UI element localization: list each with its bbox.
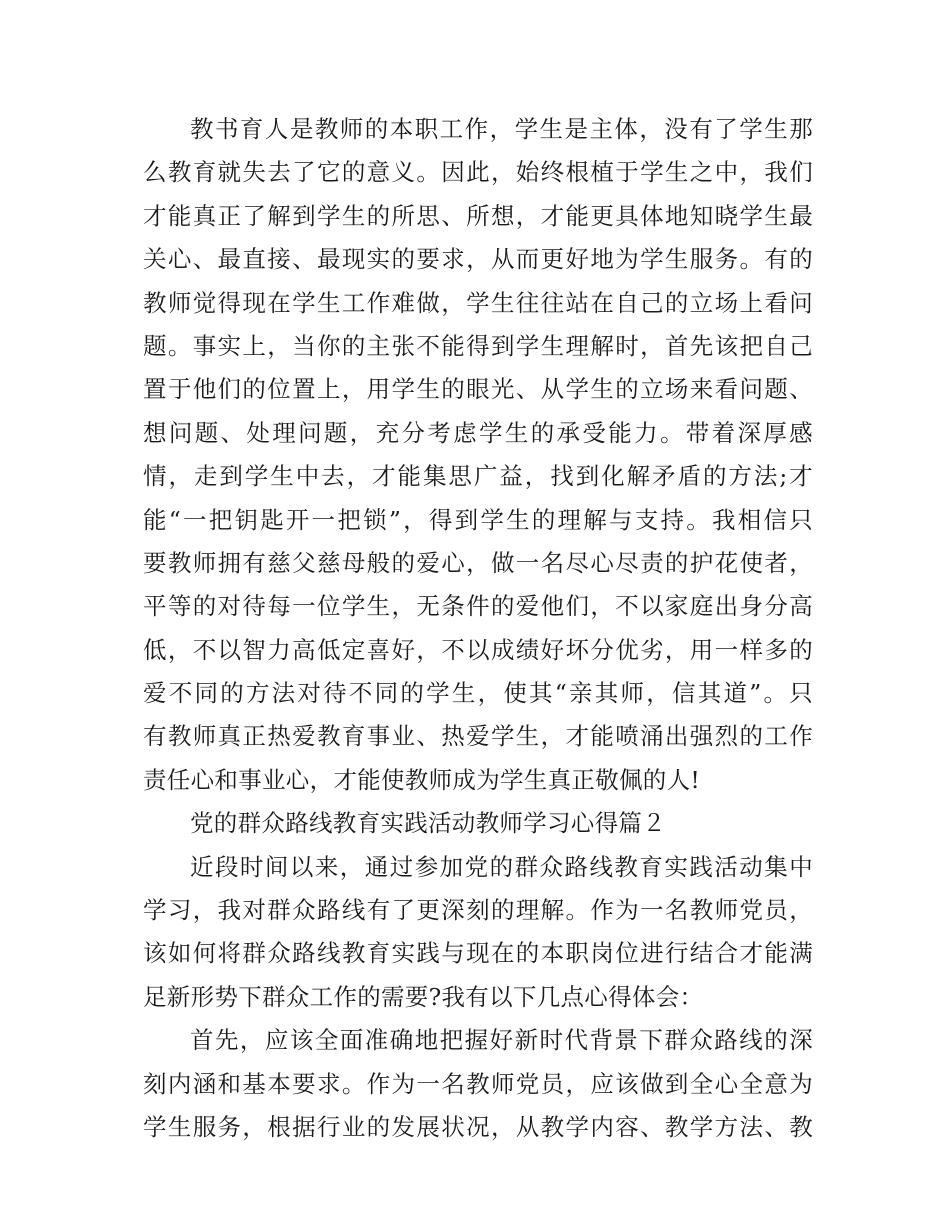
text-line: 能“一把钥匙开一把锁”，得到学生的理解与支持。我相信只	[143, 505, 813, 534]
text-line: 近段时间以来，通过参加党的群众路线教育实践活动集中	[190, 852, 813, 881]
text-line: 教书育人是教师的本职工作，学生是主体，没有了学生那	[190, 115, 813, 143]
text-line: 情，走到学生中去，才能集思广益，找到化解矛盾的方法;才	[143, 462, 813, 491]
text-line: 低，不以智力高低定喜好，不以成绩好坏分优劣，用一样多的	[143, 635, 813, 664]
text-line: 学习，我对群众路线有了更深刻的理解。作为一名教师党员，	[143, 896, 813, 925]
text-line: 足新形势下群众工作的需要?我有以下几点心得体会：	[143, 982, 704, 1011]
section-heading	[143, 802, 813, 845]
text-line: 该如何将群众路线教育实践与现在的本职岗位进行结合才能满	[143, 939, 813, 968]
text-line: 爱不同的方法对待不同的学生，使其“亲其师，信其道”。只	[143, 679, 813, 708]
text-line: 关心、最直接、最现实的要求，从而更好地为学生服务。有的	[143, 245, 813, 274]
text-line: 要教师拥有慈父慈母般的爱心，做一名尽心尽责的护花使者，	[143, 548, 813, 577]
text-line: 平等的对待每一位学生，无条件的爱他们，不以家庭出身分高	[143, 592, 813, 621]
text-line: 教师觉得现在学生工作难做，学生往往站在自己的立场上看问	[143, 288, 813, 317]
text-line: 有教师真正热爱教育事业、热爱学生，才能喷涌出强烈的工作	[143, 722, 813, 751]
heading-text: 党的群众路线教育实践活动教师学习心得篇２	[190, 809, 666, 838]
paragraph-teacher-duty	[143, 108, 813, 802]
text-line: 置于他们的位置上，用学生的眼光、从学生的立场来看问题、	[143, 375, 813, 404]
text-line: 才能真正了解到学生的所思、所想，才能更具体地知晓学生最	[143, 201, 813, 230]
text-line: 首先，应该全面准确地把握好新时代背景下群众路线的深	[190, 1026, 813, 1055]
text-line: 刻内涵和基本要求。作为一名教师党员，应该做到全心全意为	[143, 1069, 813, 1098]
text-line: 题。事实上，当你的主张不能得到学生理解时，首先该把自己	[143, 331, 813, 360]
paragraph-first-point	[143, 1019, 813, 1149]
paragraph-recent-study	[143, 846, 813, 1020]
text-line: 么教育就失去了它的意义。因此，始终根植于学生之中，我们	[143, 158, 813, 187]
document-body	[143, 108, 813, 1149]
text-line: 想问题、处理问题，充分考虑学生的承受能力。带着深厚感	[143, 418, 813, 447]
text-line: 责任心和事业心，才能使教师成为学生真正敬佩的人!	[143, 765, 701, 794]
text-line: 学生服务，根据行业的发展状况，从教学内容、教学方法、教	[143, 1112, 813, 1141]
